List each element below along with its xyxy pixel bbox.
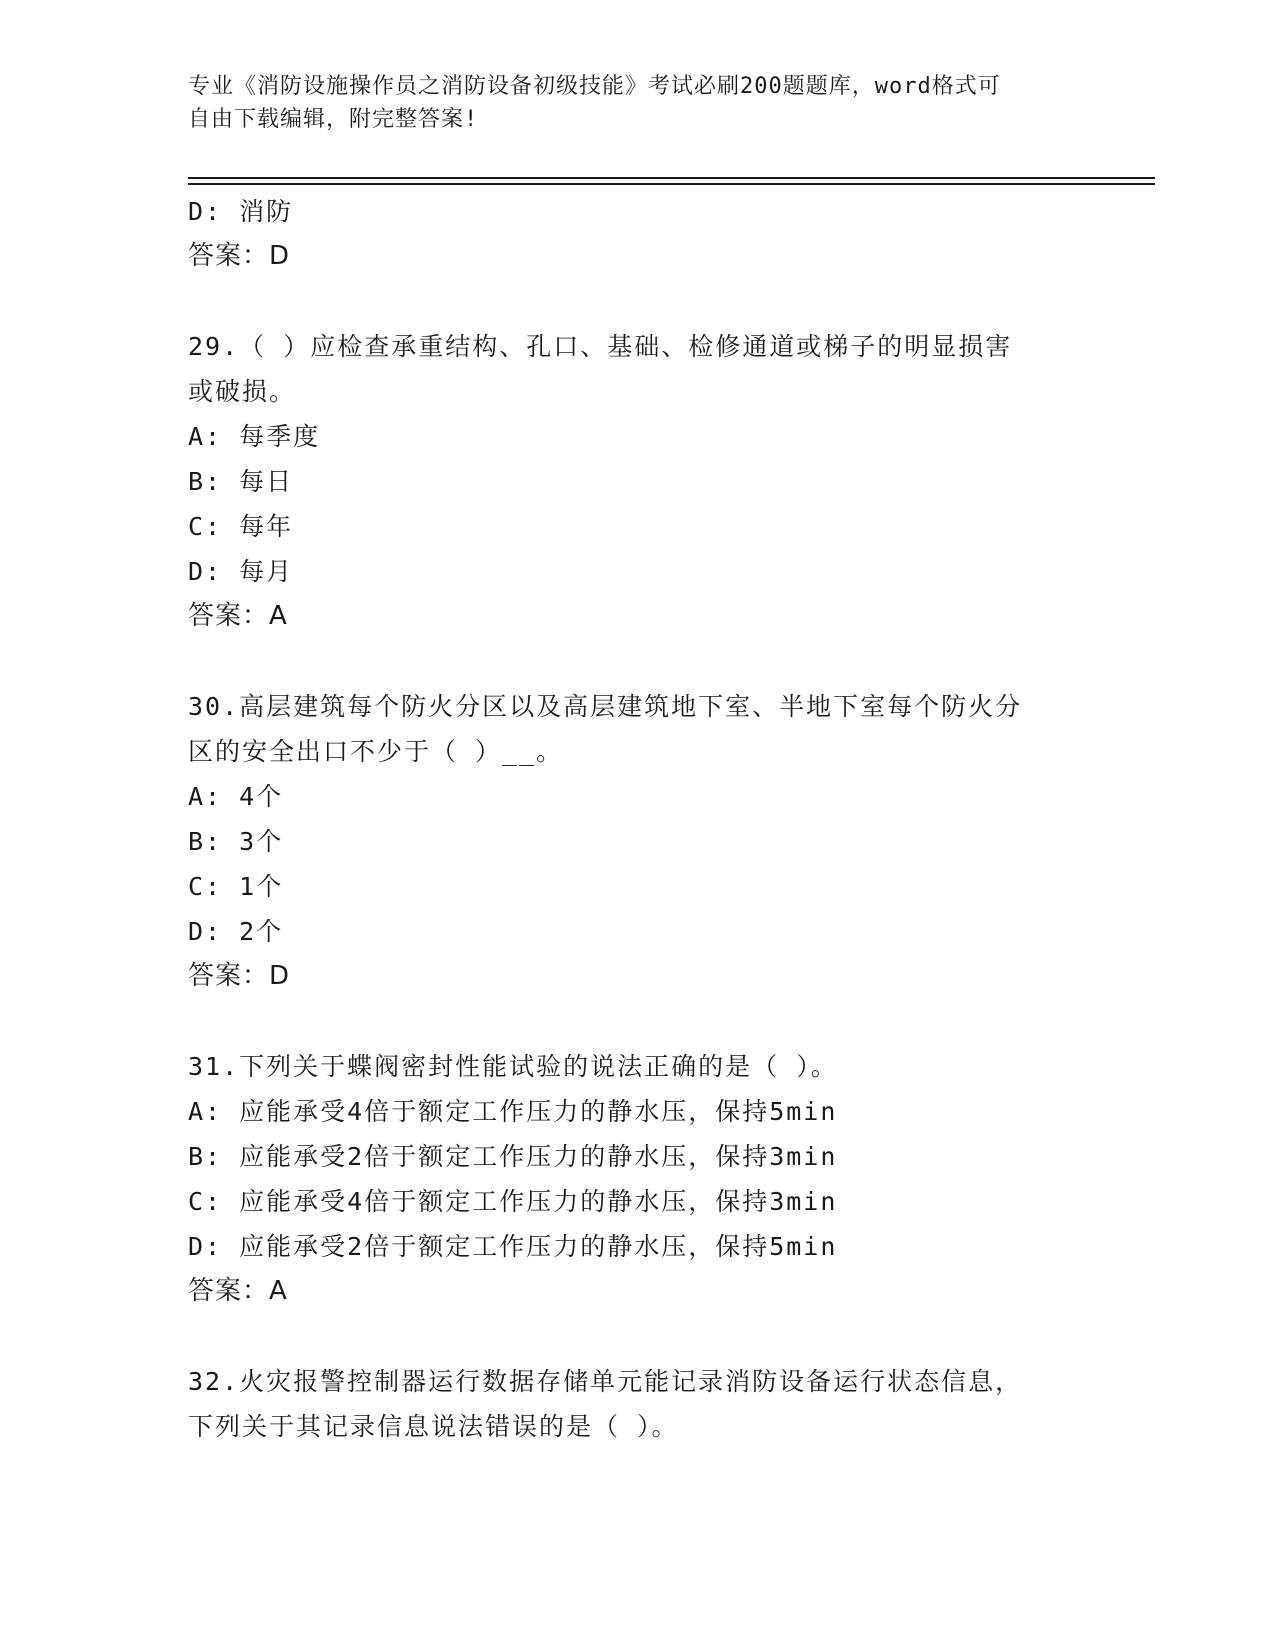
option-c: C: 每年: [188, 512, 294, 541]
option-a: A: 应能承受4倍于额定工作压力的静水压，保持5min: [188, 1097, 838, 1126]
header-rule-top: [188, 177, 1155, 179]
question-content: [188, 189, 1088, 1449]
header-rule-bottom: [188, 183, 1155, 185]
option-d: D: 应能承受2倍于额定工作压力的静水压，保持5min: [188, 1232, 838, 1261]
spacer: [188, 639, 1088, 684]
spacer: [188, 999, 1088, 1044]
spacer: [188, 1314, 1088, 1359]
question-stem-line-1: 29.（ ）应检查承重结构、孔口、基础、检修通道或梯子的明显损害: [188, 332, 1013, 361]
prev-option-d: D: 消防: [188, 197, 294, 226]
question-31: [188, 1044, 1088, 1314]
question-29: [188, 324, 1088, 639]
option-b: B: 每日: [188, 467, 294, 496]
option-c: C: 应能承受4倍于额定工作压力的静水压，保持3min: [188, 1187, 838, 1216]
option-b: B: 应能承受2倍于额定工作压力的静水压，保持3min: [188, 1142, 838, 1171]
option-a: A: 每季度: [188, 422, 321, 451]
option-c: C: 1个: [188, 872, 284, 901]
answer: 答案：A: [188, 601, 288, 631]
document-header: [188, 70, 1088, 136]
question-stem-line-2: 区的安全出口不少于（ ）__。: [188, 737, 564, 766]
answer: 答案：A: [188, 1276, 288, 1306]
question-30: [188, 684, 1088, 999]
spacer: [188, 279, 1088, 324]
prev-answer: 答案：D: [188, 241, 291, 271]
option-d: D: 每月: [188, 557, 294, 586]
option-d: D: 2个: [188, 917, 284, 946]
option-b: B: 3个: [188, 827, 284, 856]
question-stem-line-2: 下列关于其记录信息说法错误的是（ ）。: [188, 1412, 679, 1441]
question-stem-line-1: 32.火灾报警控制器运行数据存储单元能记录消防设备运行状态信息，: [188, 1367, 1023, 1396]
question-stem-line-1: 31.下列关于蝶阀密封性能试验的说法正确的是（ ）。: [188, 1052, 838, 1081]
question-stem-line-2: 或破损。: [188, 377, 297, 406]
answer: 答案：D: [188, 961, 291, 991]
question-32: [188, 1359, 1088, 1449]
header-line-2: 自由下载编辑，附完整答案!: [188, 107, 479, 132]
header-line-1: 专业《消防设施操作员之消防设备初级技能》考试必刷200题题库，word格式可: [188, 74, 1001, 99]
question-stem-line-1: 30.高层建筑每个防火分区以及高层建筑地下室、半地下室每个防火分: [188, 692, 1023, 721]
option-a: A: 4个: [188, 782, 284, 811]
